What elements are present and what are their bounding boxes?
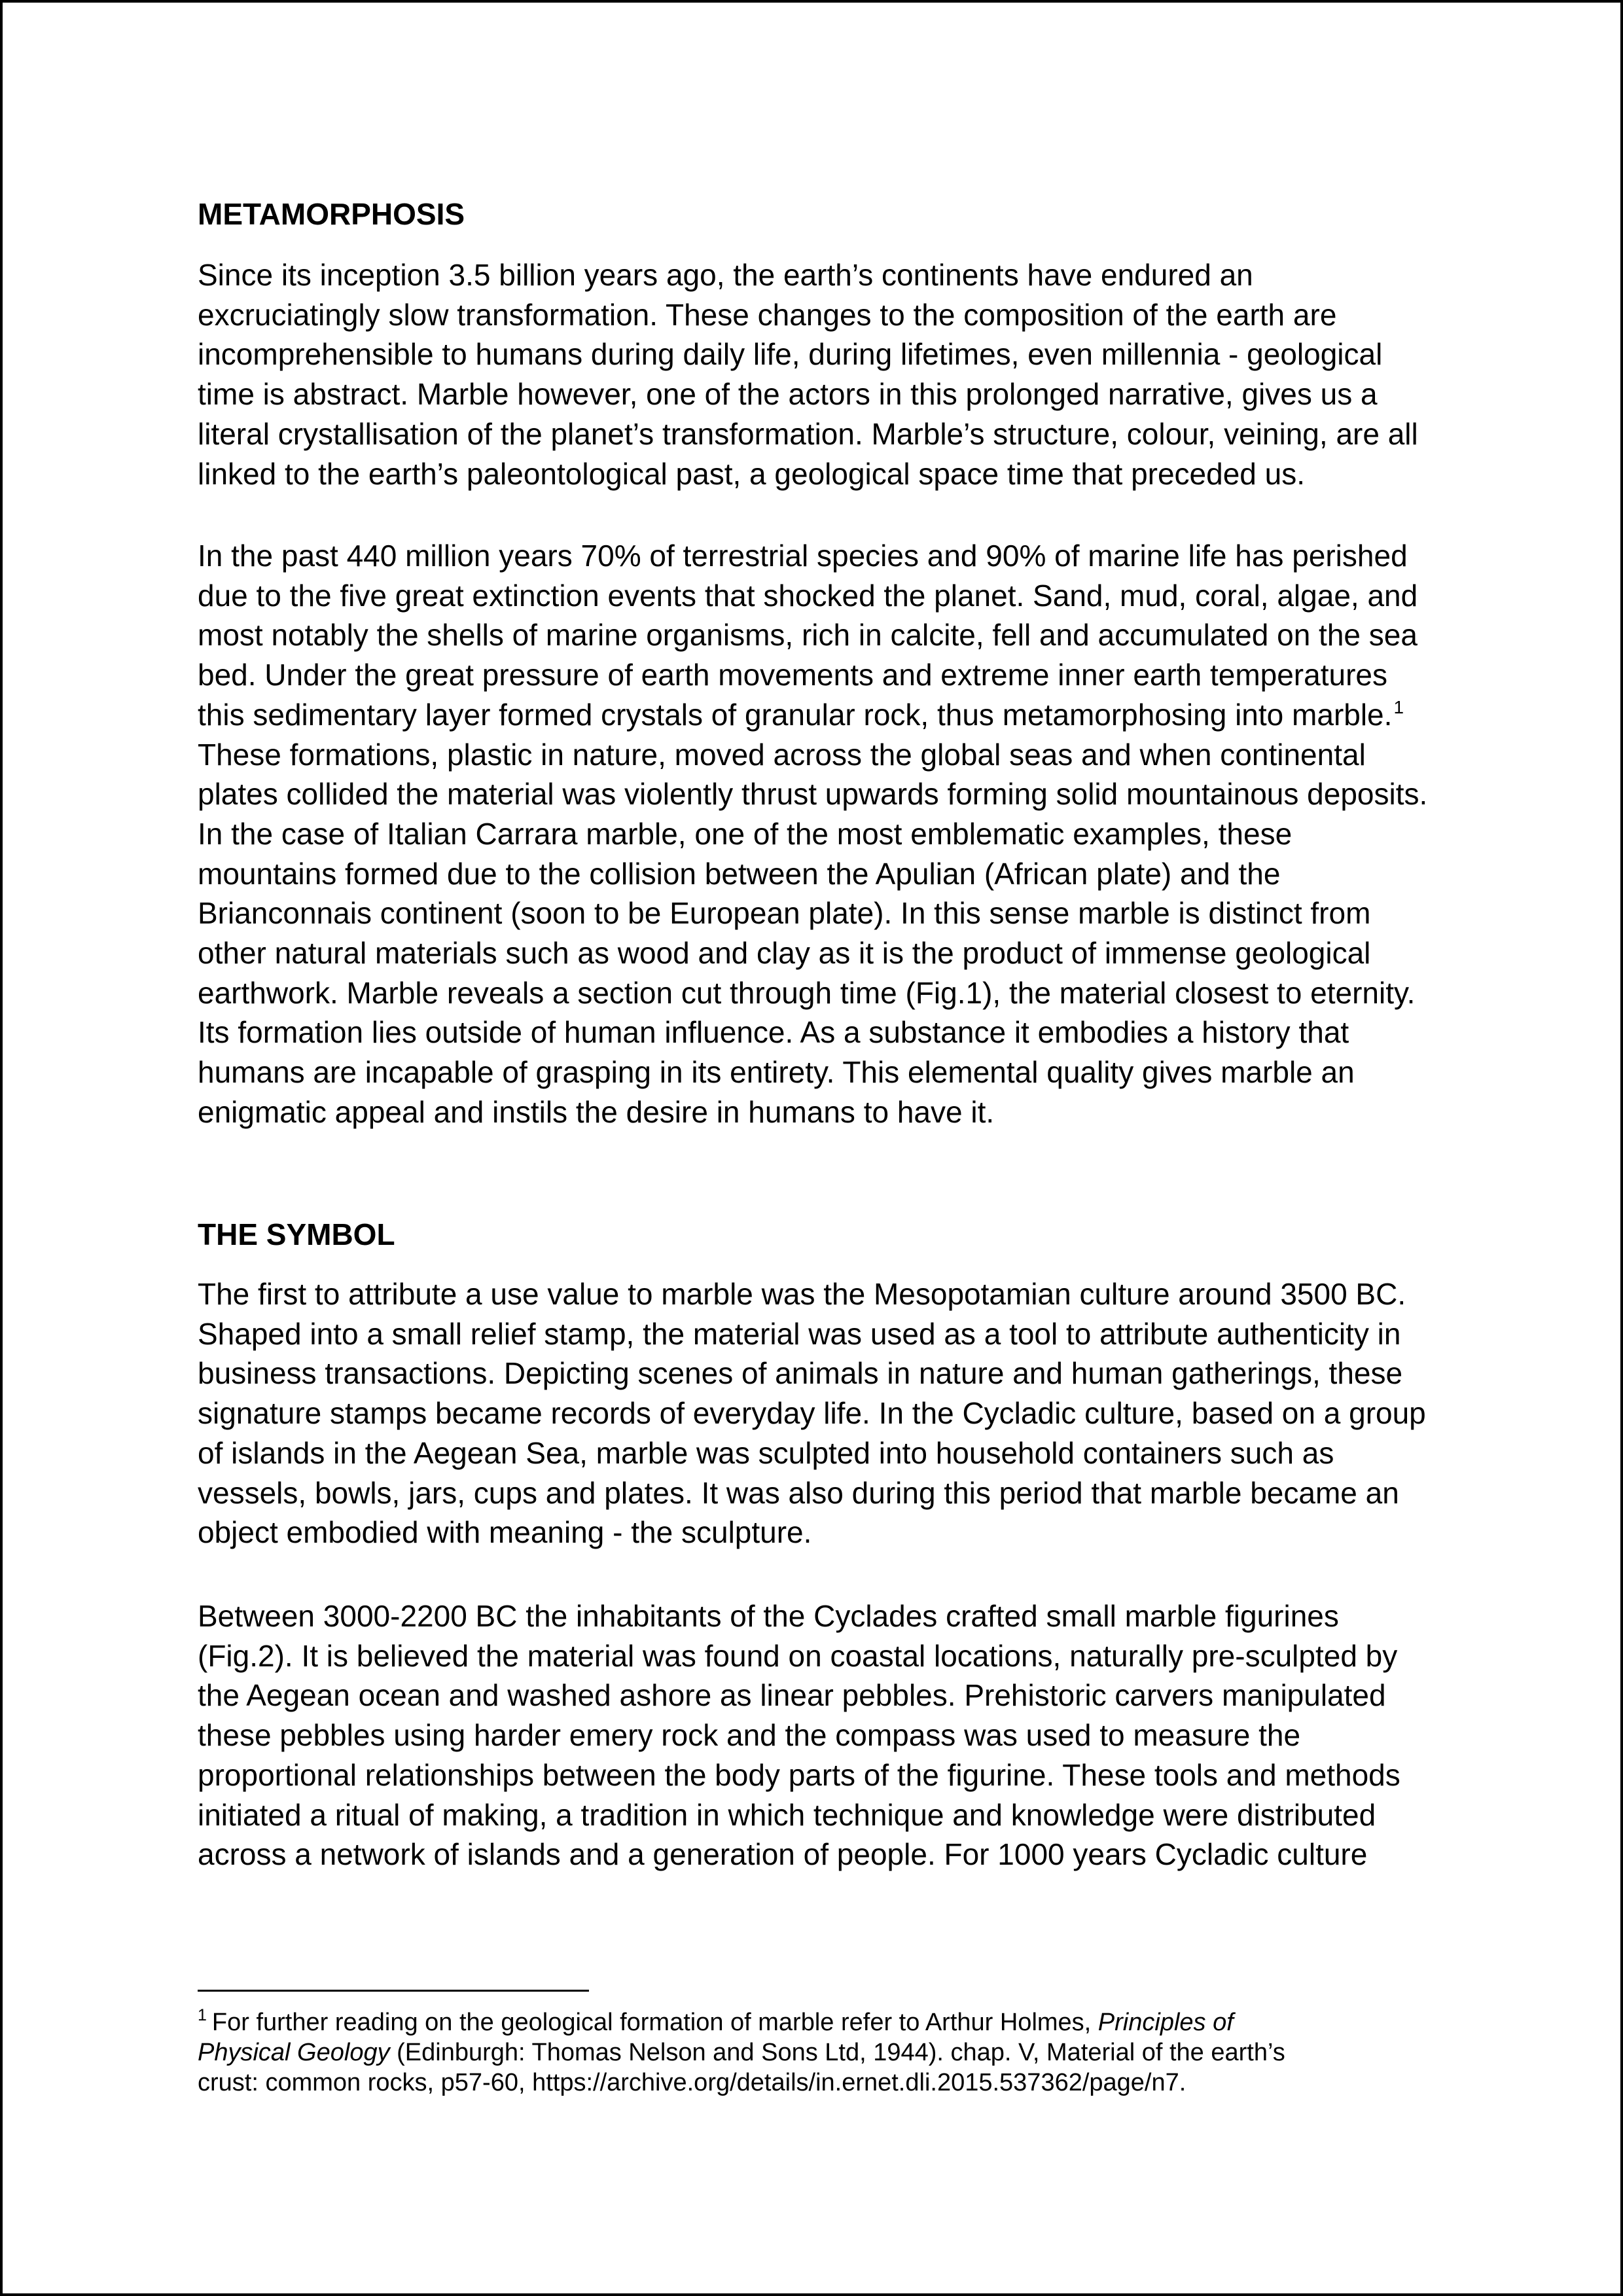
footnote [198,2007,1441,2098]
text-line: the Aegean ocean and washed ashore as linear pebbles. Prehistoric carvers manipulated [198,1678,1386,1713]
text-line: earthwork. Marble reveals a section cut through time (Fig.1), the material closest to eternity. [198,975,1416,1010]
text-line: other natural materials such as wood and clay as it is the product of immense geological [198,936,1371,971]
text-line: vessels, bowls, jars, cups and plates. It was also during this period that marble became an [198,1475,1399,1510]
text-line: of islands in the Aegean Sea, marble was sculpted into household containers such as [198,1435,1334,1470]
paragraph-symbol-2 [198,1596,1441,1874]
paragraph-metamorphosis-2 [198,536,1441,1132]
text-line: proportional relationships between the body parts of the figurine. These tools and methods [198,1757,1400,1792]
text-line: time is abstract. Marble however, one of the actors in this prolonged narrative, gives us a [198,377,1378,412]
text-line: enigmatic appeal and instils the desire in humans to have it. [198,1094,995,1129]
footnote-book-title: Principles of [1097,2009,1234,2036]
text-line: In the case of Italian Carrara marble, one of the most emblematic examples, these [198,816,1293,851]
footnote-text: (Edinburgh: Thomas Nelson and Sons Ltd, 1944). chap. V, Material of the earth’s [389,2039,1285,2066]
text-segment: this sedimentary layer formed crystals of granular rock, thus metamorphosing into marble. [198,697,1393,732]
footnote-text: For further reading on the geological formation of marble refer to Arthur Holmes, [211,2009,1098,2036]
text-line: mountains formed due to the collision between the Apulian (African plate) and the [198,856,1281,891]
footnote-line [198,2037,1441,2068]
text-line: The first to attribute a use value to marble was the Mesopotamian culture around 3500 BC. [198,1277,1406,1311]
text-line: initiated a ritual of making, a tradition in which technique and knowledge were distributed [198,1797,1376,1832]
text-line: most notably the shells of marine organisms, rich in calcite, fell and accumulated on the sea [198,618,1418,653]
section-heading-the-symbol: THE SYMBOL [198,1217,395,1251]
text-line: (Fig.2). It is believed the material was found on coastal locations, naturally pre-sculpted by [198,1638,1398,1673]
text-line: incomprehensible to humans during daily life, during lifetimes, even millennia - geological [198,337,1383,372]
text-line: due to the five great extinction events that shocked the planet. Sand, mud, coral, algae, and [198,578,1418,613]
section-heading-metamorphosis: METAMORPHOSIS [198,197,465,231]
paragraph-symbol-1 [198,1274,1441,1552]
footnote-reference[interactable]: 1 [1393,696,1404,717]
text-line: plates collided the material was violently thrust upwards forming solid mountainous deposits. [198,777,1428,812]
text-line: literal crystallisation of the planet’s transformation. Marble’s structure, colour, veining, are all [198,416,1418,451]
footnote-book-title: Physical Geology [198,2039,390,2066]
text-line: these pebbles using harder emery rock and the compass was used to measure the [198,1718,1301,1753]
text-line-with-footnote-ref [198,695,1441,735]
text-line: excruciatingly slow transformation. These changes to the composition of the earth are [198,297,1337,332]
text-line: Brianconnais continent (soon to be European plate). In this sense marble is distinct from [198,896,1371,931]
text-line: humans are incapable of grasping in its entirety. This elemental quality gives marble an [198,1055,1355,1090]
text-line: linked to the earth’s paleontological past, a geological space time that preceded us. [198,456,1306,491]
text-line: across a network of islands and a generation of people. For 1000 years Cycladic culture [198,1837,1368,1872]
footnote-separator [198,1990,589,1992]
text-line: Shaped into a small relief stamp, the material was used as a tool to attribute authenticity in [198,1316,1401,1351]
footnote-line: crust: common rocks, p57-60, https://archive.org/details/in.ernet.dli.2015.537362/page/n7. [198,2069,1186,2096]
text-line: In the past 440 million years 70% of terrestrial species and 90% of marine life has perished [198,539,1408,573]
text-line: Between 3000-2200 BC the inhabitants of the Cyclades crafted small marble figurines [198,1599,1339,1633]
footnote-number: 1 [198,2006,207,2024]
footnote-line [198,2007,1441,2037]
text-line: signature stamps became records of everyday life. In the Cycladic culture, based on a group [198,1396,1426,1431]
text-line: These formations, plastic in nature, moved across the global seas and when continental [198,737,1366,772]
text-line: object embodied with meaning - the sculpture. [198,1515,812,1550]
text-line: business transactions. Depicting scenes of animals in nature and human gatherings, these [198,1356,1403,1391]
text-line: bed. Under the great pressure of earth movements and extreme inner earth temperatures [198,658,1387,692]
text-line: Since its inception 3.5 billion years ago, the earth’s continents have endured an [198,258,1253,292]
paragraph-metamorphosis-1 [198,255,1441,493]
text-line: Its formation lies outside of human influence. As a substance it embodies a history that [198,1015,1349,1050]
